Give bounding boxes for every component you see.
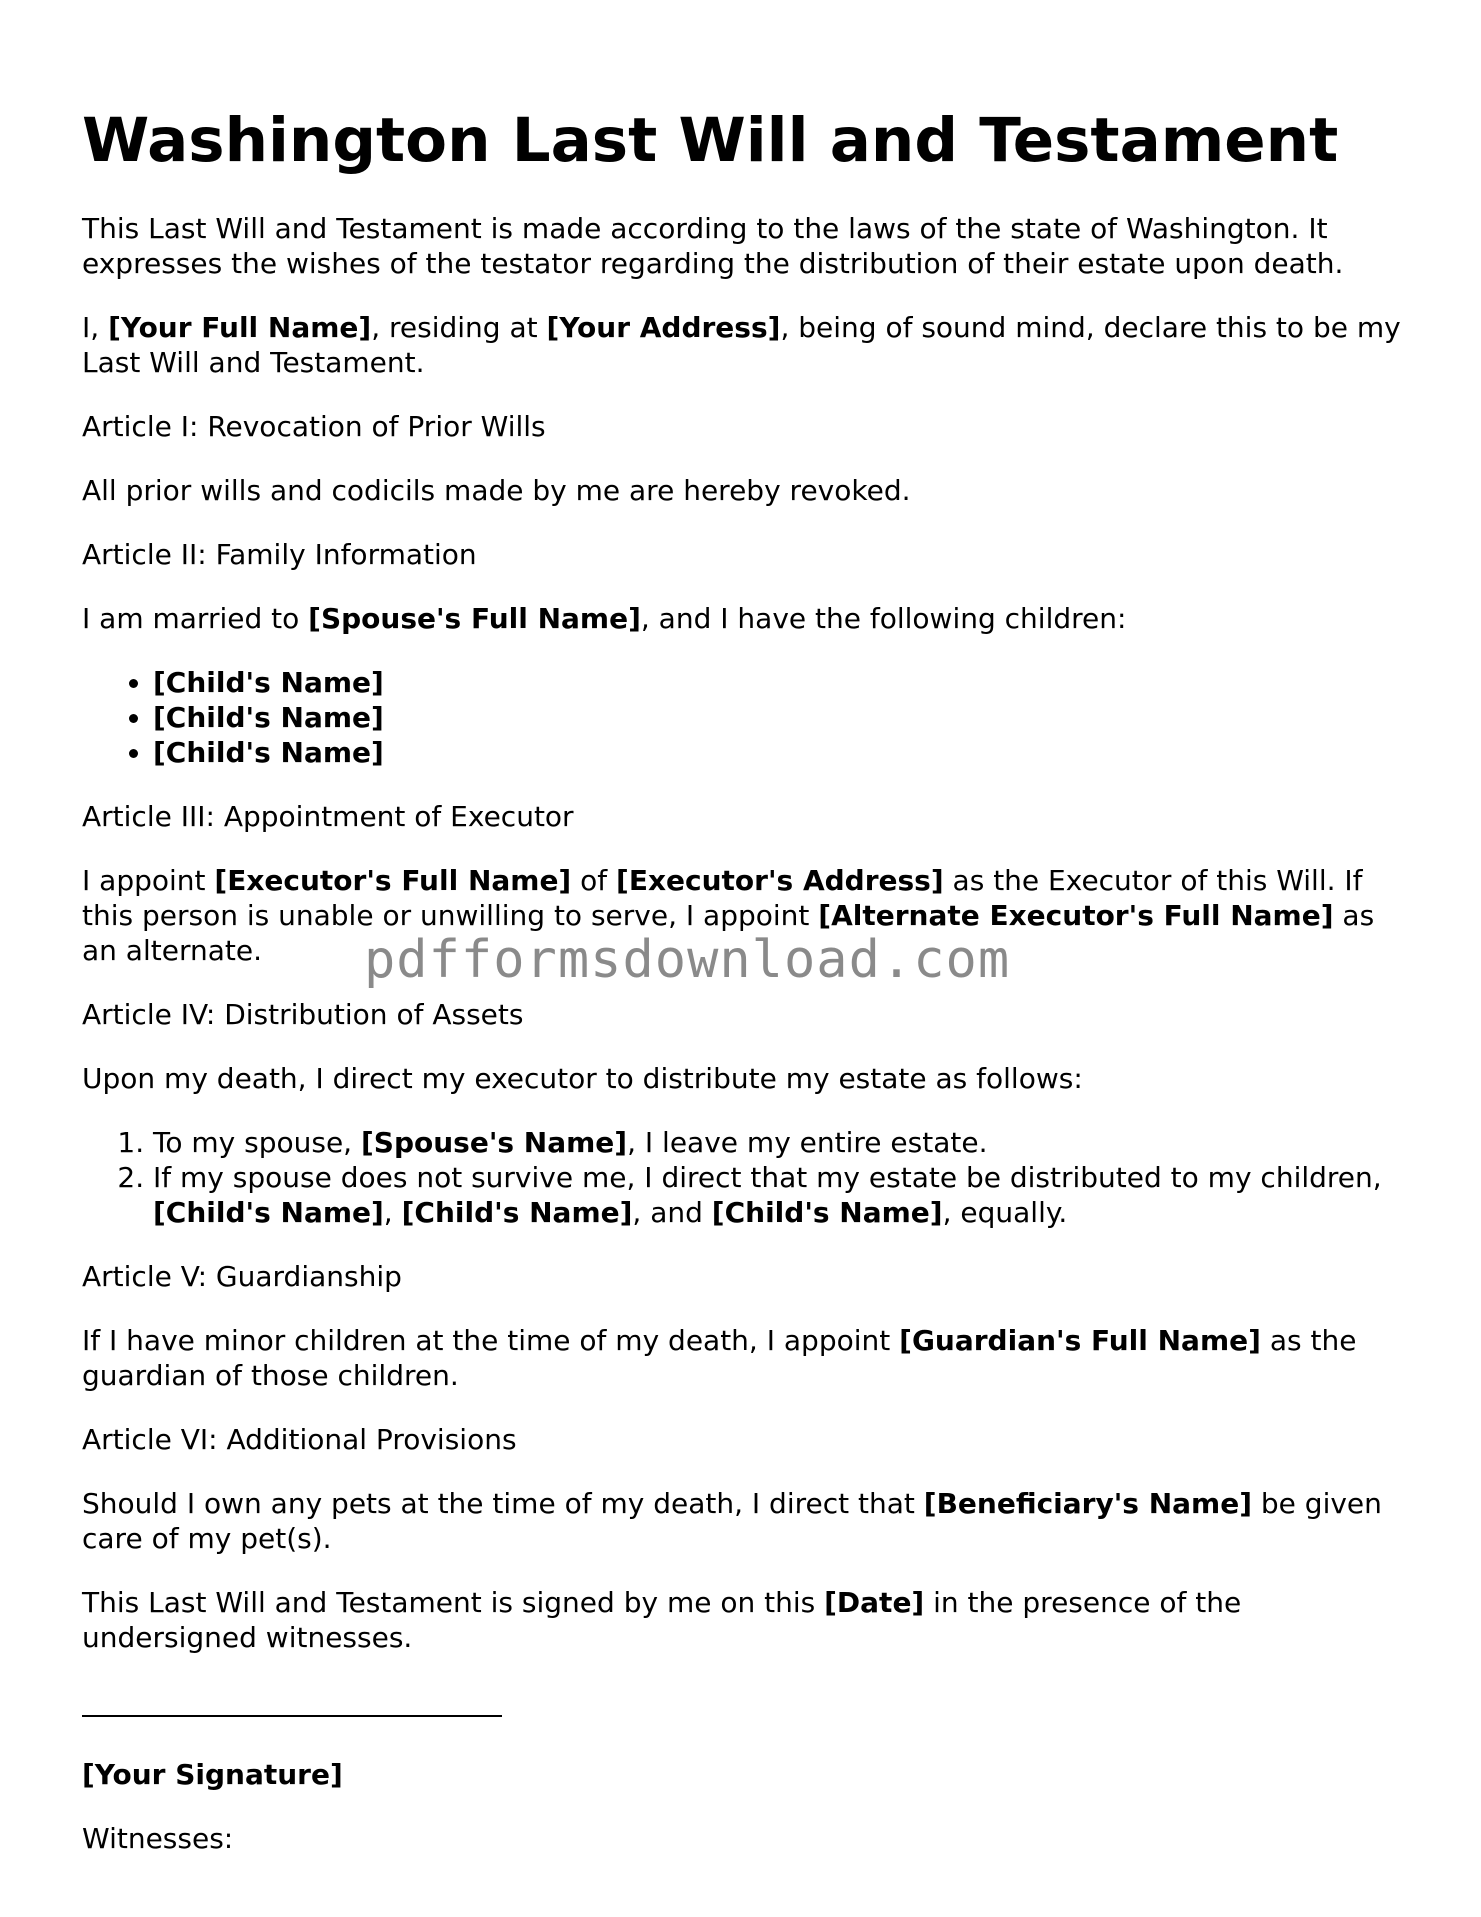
list-item: • [Child's Name]	[153, 700, 1412, 735]
article-3-text: I appoint [Executor's Full Name] of [Executor's Address] as the Executor of this Will. If this person is unable or unwilling to serve, I appoint [Alternate Executor's Full Name] as an alternate.	[82, 864, 1375, 967]
declaration-paragraph: I, [Your Full Name], residing at [Your Address], being of sound mind, declare this to be my Last Will and Testament.	[82, 311, 1401, 379]
testator-name-placeholder: [Your Full Name]	[108, 311, 372, 344]
list-item: • [Child's Name]	[153, 665, 1412, 700]
children-list	[82, 665, 1412, 770]
article-4-text: Upon my death, I direct my executor to distribute my estate as follows:	[82, 1062, 1083, 1095]
executor-name-placeholder: [Executor's Full Name]	[214, 864, 572, 897]
testator-address-placeholder: [Your Address]	[546, 311, 781, 344]
article-5-text: If I have minor children at the time of my death, I appoint [Guardian's Full Name] as the guardian of those children.	[82, 1324, 1357, 1392]
guardian-name-placeholder: [Guardian's Full Name]	[899, 1324, 1261, 1357]
article-5-heading: Article V: Guardianship	[82, 1260, 402, 1293]
beneficiary-name-placeholder: [Beneficiary's Name]	[923, 1487, 1252, 1520]
article-3-heading: Article III: Appointment of Executor	[82, 800, 574, 833]
signature-line	[82, 1715, 502, 1717]
article-4-heading: Article IV: Distribution of Assets	[82, 998, 524, 1031]
intro-paragraph: This Last Will and Testament is made according to the laws of the state of Washington. It expresses the wishes of the testator regarding the distribution of their estate upon death.	[82, 212, 1344, 280]
signature-label: [Your Signature]	[82, 1758, 343, 1791]
document-page	[82, 0, 1412, 1856]
article-2-heading: Article II: Family Information	[82, 538, 477, 571]
date-placeholder: [Date]	[824, 1586, 925, 1619]
list-item: 2. If my spouse does not survive me, I direct that my estate be distributed to my children, [Child's Name], [Child's Name], and [Child's Name], equally.	[153, 1160, 1412, 1230]
alternate-executor-placeholder: [Alternate Executor's Full Name]	[818, 899, 1334, 932]
article-1-heading: Article I: Revocation of Prior Wills	[82, 410, 546, 443]
article-6-text: Should I own any pets at the time of my death, I direct that [Beneficiary's Name] be given care of my pet(s).	[82, 1487, 1382, 1555]
article-1-text: All prior wills and codicils made by me are hereby revoked.	[82, 474, 911, 507]
signing-statement: This Last Will and Testament is signed by me on this [Date] in the presence of the undersigned witnesses.	[82, 1586, 1242, 1654]
list-item: 1. To my spouse, [Spouse's Name], I leave my entire estate.	[153, 1125, 1412, 1160]
witnesses-label: Witnesses:	[82, 1822, 234, 1855]
document-title: Washington Last Will and Testament	[82, 105, 1339, 176]
list-item: • [Child's Name]	[153, 735, 1412, 770]
distribution-list	[82, 1125, 1412, 1230]
article-6-heading: Article VI: Additional Provisions	[82, 1423, 517, 1456]
spouse-name-placeholder: [Spouse's Full Name]	[308, 602, 641, 635]
article-2-text: I am married to [Spouse's Full Name], and I have the following children:	[82, 602, 1127, 635]
watermark: pdfformsdownload.com	[364, 930, 1011, 990]
executor-address-placeholder: [Executor's Address]	[616, 864, 944, 897]
